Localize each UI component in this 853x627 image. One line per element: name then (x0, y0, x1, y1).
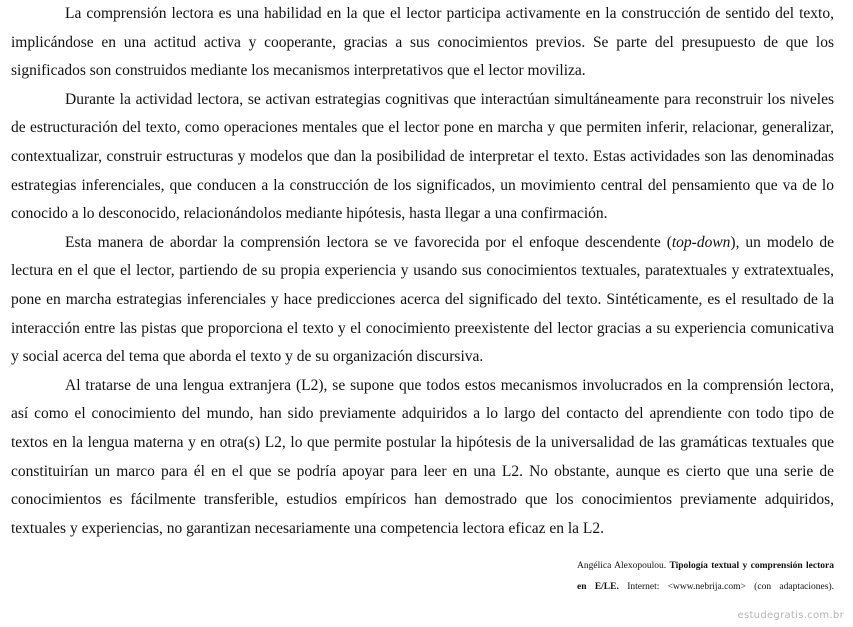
watermark: estudegratis.com.br (737, 610, 844, 621)
source-title: Tipología textual y comprensión lectora en E/LE. (577, 561, 834, 592)
paragraph-3-text-end: ), un modelo de lectura en el que el lector, partiendo de su propia experiencia y usando sus conocimientos textuales, paratextuales y extratextuales, pone en marcha estrategias inferenciales y hace predicciones acerca del significado del texto. Sintéticamente, es el resultado de la interacción entre las pistas que proporciona el texto y el conocimiento preexistente del lector gracias a su experiencia comunicativa y social acerca del tema que aborda el texto y de su organización discursiva. (11, 233, 834, 366)
paragraph-4: Al tratarse de una lengua extranjera (L2), se supone que todos estos mecanismos involucrados en la comprensión lectora, así como el conocimiento del mundo, han sido previamente adquiridos a lo largo del contacto del aprendiente con todo tipo de textos en la lengua materna y en otra(s) L2, lo que permite postular la hipótesis de la universalidad de las gramáticas textuales que constituirían un marco para él en el que se podría apoyar para leer en una L2. No obstante, aunque es cierto que una serie de conocimientos es fácilmente transferible, estudios empíricos han demostrado que los conocimientos previamente adquiridos, textuales y experiencias, no garantizan necesariamente una competencia lectora eficaz en la L2. (11, 376, 834, 537)
paragraph-3-italic-term: top-down (671, 233, 731, 251)
paragraph-3-text-start: Esta manera de abordar la comprensión lectora se ve favorecida por el enfoque descendente ( (65, 233, 672, 251)
paragraph-3 (11, 229, 834, 372)
source-author: Angélica Alexopoulou. (577, 561, 667, 571)
document-body (11, 0, 834, 543)
source-citation (577, 556, 834, 598)
paragraph-2: Durante la actividad lectora, se activan estrategias cognitivas que interactúan simultáneamente para reconstruir los niveles de estructuración del texto, como operaciones mentales que el lector pone en marcha y que permiten inferir, relacionar, generalizar, contextualizar, construir estructuras y modelos que dan la posibilidad de interpretar el texto. Estas actividades son las denominadas estrategias inferenciales, que conducen a la construcción de los significados, un movimiento central del pensamiento que va de lo conocido a lo desconocido, relacionándolos mediante hipótesis, hasta llegar a una confirmación. (11, 90, 834, 223)
source-reference: Internet: <www.nebrija.com> (con adaptaciones). (627, 582, 834, 592)
paragraph-1: La comprensión lectora es una habilidad en la que el lector participa activamente en la construcción de sentido del texto, implicándose en una actitud activa y cooperante, gracias a sus conocimientos previos. Se parte del presupuesto de que los significados son construidos mediante los mecanismos interpretativos que el lector moviliza. (11, 5, 834, 80)
